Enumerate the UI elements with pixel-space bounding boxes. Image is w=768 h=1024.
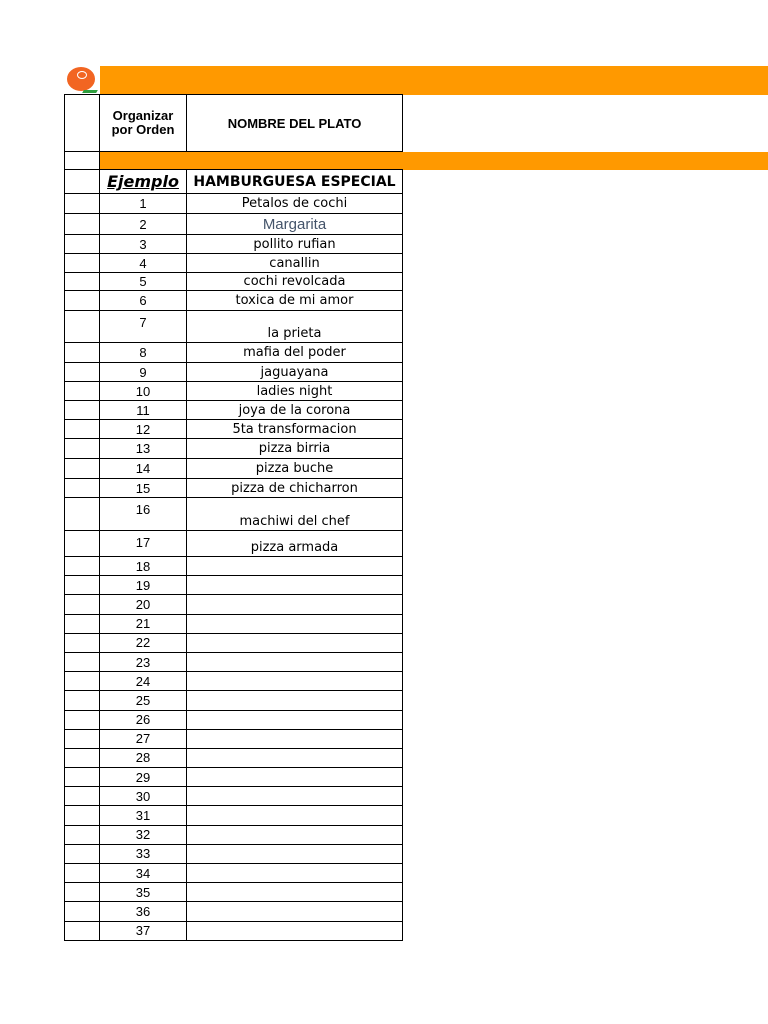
dish-name-cell[interactable]: ladies night [187,382,403,401]
blank-cell[interactable] [65,710,100,729]
order-number-cell[interactable]: 35 [100,883,187,902]
blank-cell[interactable] [65,170,100,194]
order-number-cell[interactable]: 11 [100,401,187,420]
order-number-cell[interactable]: 28 [100,748,187,767]
order-number-cell[interactable]: 2 [100,214,187,235]
table-row [65,710,403,729]
order-number-cell[interactable]: 16 [100,498,187,531]
dish-name-cell[interactable]: Margarita [187,214,403,235]
table-row [65,652,403,671]
dish-name-cell[interactable]: la prieta [187,311,403,343]
table-row [65,531,403,557]
dish-name-cell[interactable]: mafia del poder [187,343,403,363]
table-row [65,614,403,633]
order-header-line1: Organizar [112,108,174,123]
order-number-cell[interactable]: 3 [100,235,187,254]
table-row [65,595,403,614]
dish-name-cell[interactable] [187,864,403,883]
table-row [65,479,403,498]
blank-cell[interactable] [65,633,100,652]
dish-name-cell[interactable] [187,768,403,787]
dish-name-cell[interactable]: machiwi del chef [187,498,403,531]
order-number-cell[interactable]: 33 [100,844,187,863]
table-row [65,420,403,439]
order-number-cell[interactable]: 37 [100,921,187,940]
blank-cell[interactable] [65,479,100,498]
order-number-cell[interactable]: 12 [100,420,187,439]
dish-name-cell[interactable] [187,806,403,825]
dish-name-cell[interactable] [187,710,403,729]
blank-cell[interactable] [65,614,100,633]
order-number-cell[interactable]: 14 [100,459,187,479]
order-number-cell[interactable]: 1 [100,194,187,214]
order-number-cell[interactable]: 22 [100,633,187,652]
table-row [65,498,403,531]
order-number-cell[interactable]: 4 [100,254,187,273]
table-row [65,214,403,235]
example-row [65,170,403,194]
blank-cell[interactable] [65,95,100,152]
table-row [65,576,403,595]
dish-name-cell[interactable]: cochi revolcada [187,273,403,291]
blank-cell[interactable] [65,806,100,825]
order-number-cell[interactable]: 23 [100,652,187,671]
dish-name-cell[interactable] [187,595,403,614]
order-number-cell[interactable]: 18 [100,557,187,576]
order-number-cell[interactable]: 24 [100,672,187,691]
order-number-cell[interactable]: 34 [100,864,187,883]
blank-cell[interactable] [65,291,100,311]
blank-cell[interactable] [65,235,100,254]
table-row [65,382,403,401]
blank-cell[interactable] [65,672,100,691]
table-row [65,273,403,291]
blank-cell[interactable] [65,343,100,363]
blank-cell[interactable] [65,420,100,439]
restaurant-logo [65,66,99,94]
blank-cell[interactable] [65,214,100,235]
blank-cell[interactable] [65,459,100,479]
blank-cell[interactable] [65,439,100,459]
blank-cell[interactable] [65,363,100,382]
order-number-cell[interactable]: 13 [100,439,187,459]
dish-name-cell[interactable] [187,729,403,748]
table-row [65,883,403,902]
dish-name-cell[interactable] [187,748,403,767]
table-row [65,806,403,825]
blank-cell[interactable] [65,273,100,291]
blank-cell[interactable] [65,883,100,902]
blank-cell[interactable] [65,691,100,710]
logo-stripe-icon [82,90,98,93]
dish-name-cell[interactable] [187,614,403,633]
blank-cell[interactable] [65,152,100,170]
blank-cell[interactable] [65,382,100,401]
table-row [65,459,403,479]
table-row [65,787,403,806]
order-number-cell[interactable]: 21 [100,614,187,633]
dish-column-header[interactable]: NOMBRE DEL PLATO [187,95,403,152]
table-row [65,691,403,710]
blank-cell[interactable] [65,844,100,863]
order-number-cell[interactable]: 30 [100,787,187,806]
table-row [65,902,403,921]
dish-name-cell[interactable] [187,883,403,902]
table-row [65,864,403,883]
dish-order-table [64,94,403,941]
blank-cell[interactable] [65,194,100,214]
table-row [65,633,403,652]
order-number-cell[interactable]: 9 [100,363,187,382]
order-number-cell[interactable]: 26 [100,710,187,729]
dish-name-cell[interactable]: joya de la corona [187,401,403,420]
dish-name-cell[interactable] [187,902,403,921]
table-row [65,254,403,273]
blank-cell[interactable] [65,864,100,883]
table-row [65,311,403,343]
dish-name-cell[interactable]: canallin [187,254,403,273]
table-row [65,401,403,420]
table-row [65,825,403,844]
order-column-header[interactable] [100,95,187,152]
dish-name-cell[interactable] [187,921,403,940]
table-row [65,439,403,459]
blank-cell[interactable] [65,254,100,273]
blank-cell[interactable] [65,652,100,671]
dish-name-cell[interactable] [187,557,403,576]
example-dish[interactable]: HAMBURGUESA ESPECIAL [187,170,403,194]
dish-name-cell[interactable] [187,633,403,652]
band-cell [187,152,403,170]
order-number-cell[interactable]: 31 [100,806,187,825]
dish-name-cell[interactable] [187,844,403,863]
table-row [65,748,403,767]
order-number-cell[interactable]: 19 [100,576,187,595]
table-row [65,343,403,363]
order-number-cell[interactable]: 25 [100,691,187,710]
table-row [65,844,403,863]
dish-name-cell[interactable]: pizza armada [187,531,403,557]
dish-name-cell[interactable]: 5ta transformacion [187,420,403,439]
table-row [65,768,403,787]
order-number-cell[interactable]: 27 [100,729,187,748]
blank-cell[interactable] [65,576,100,595]
blank-cell[interactable] [65,401,100,420]
table-row [65,363,403,382]
blank-cell[interactable] [65,921,100,940]
order-number-cell[interactable]: 36 [100,902,187,921]
dish-name-cell[interactable]: Petalos de cochi [187,194,403,214]
dish-name-cell[interactable] [187,652,403,671]
dish-name-cell[interactable]: pizza birria [187,439,403,459]
order-number-cell[interactable]: 17 [100,531,187,557]
table-row [65,672,403,691]
dish-name-cell[interactable]: jaguayana [187,363,403,382]
separator-row [65,152,403,170]
table-row [65,291,403,311]
blank-cell[interactable] [65,902,100,921]
table-row [65,235,403,254]
dish-name-cell[interactable]: pizza de chicharron [187,479,403,498]
dish-name-cell[interactable]: pollito rufian [187,235,403,254]
header-row [65,95,403,152]
dish-name-cell[interactable] [187,576,403,595]
order-number-cell[interactable]: 8 [100,343,187,363]
order-number-cell[interactable]: 15 [100,479,187,498]
blank-cell[interactable] [65,729,100,748]
table-row [65,557,403,576]
dish-name-cell[interactable]: pizza buche [187,459,403,479]
logo-circle-icon [67,67,95,91]
blank-cell[interactable] [65,531,100,557]
dish-name-cell[interactable] [187,672,403,691]
blank-cell[interactable] [65,768,100,787]
blank-cell[interactable] [65,557,100,576]
table-row [65,921,403,940]
order-header-line2: por Orden [111,122,175,137]
order-number-cell[interactable]: 5 [100,273,187,291]
blank-cell[interactable] [65,498,100,531]
blank-cell[interactable] [65,825,100,844]
dish-name-cell[interactable]: toxica de mi amor [187,291,403,311]
example-label[interactable]: Ejemplo [100,170,187,194]
blank-cell[interactable] [65,311,100,343]
order-number-cell[interactable]: 6 [100,291,187,311]
table-row [65,194,403,214]
dish-name-cell[interactable] [187,787,403,806]
blank-cell[interactable] [65,748,100,767]
order-number-cell[interactable]: 10 [100,382,187,401]
header-orange-band [100,66,768,95]
dish-name-cell[interactable] [187,825,403,844]
blank-cell[interactable] [65,595,100,614]
order-number-cell[interactable]: 7 [100,311,187,343]
blank-cell[interactable] [65,787,100,806]
order-number-cell[interactable]: 20 [100,595,187,614]
order-number-cell[interactable]: 29 [100,768,187,787]
table-row [65,729,403,748]
order-number-cell[interactable]: 32 [100,825,187,844]
band-cell [100,152,187,170]
logo-mark-icon [77,71,87,79]
dish-name-cell[interactable] [187,691,403,710]
